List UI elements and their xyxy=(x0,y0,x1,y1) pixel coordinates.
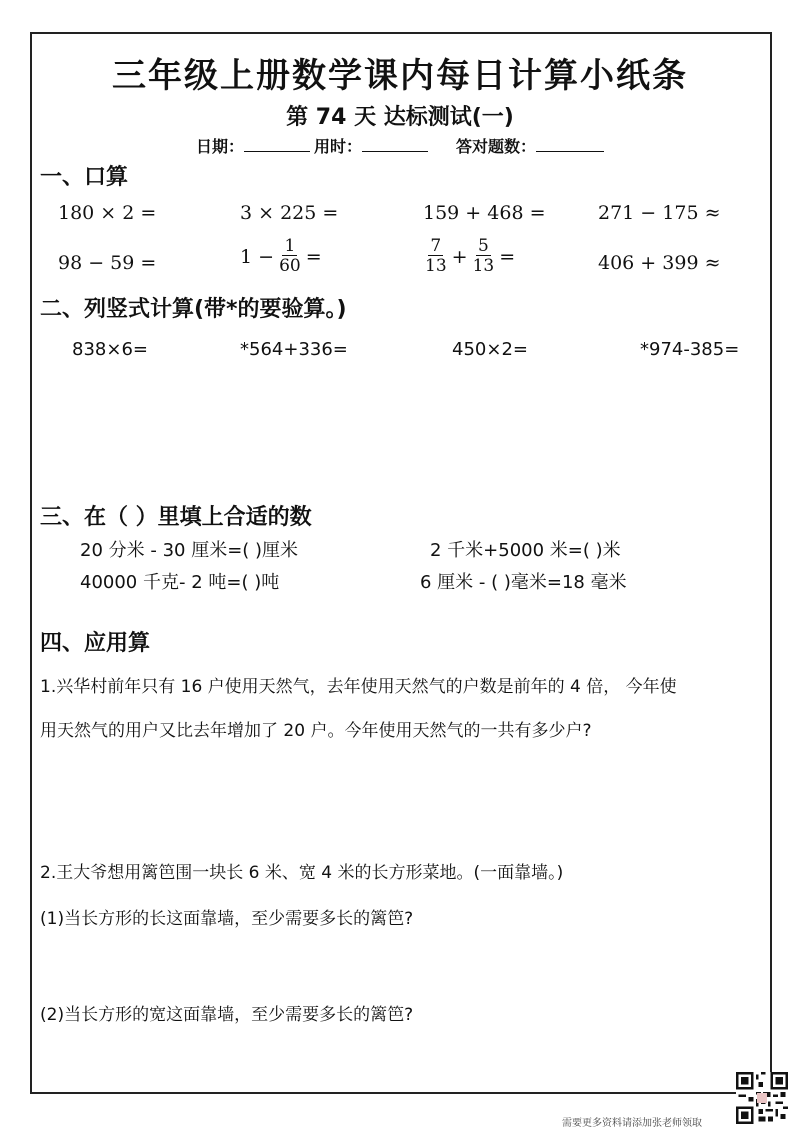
equals-sign: = xyxy=(499,245,516,268)
denominator: 13 xyxy=(425,256,447,276)
oral-item-fraction xyxy=(240,238,322,275)
oral-item: 98 − 59 = xyxy=(58,252,157,274)
fill-blank-item: 20 分米 - 30 厘米=( )厘米 xyxy=(80,540,299,561)
denominator: 60 xyxy=(279,256,301,276)
correct-count-field xyxy=(456,134,604,157)
vertical-calc-item: 450×2= xyxy=(452,339,528,360)
problem1-line2: 用天然气的用户又比去年增加了 20 户。今年使用天然气的一共有多少户? xyxy=(40,721,592,741)
date-blank[interactable] xyxy=(244,137,310,152)
correct-count-blank[interactable] xyxy=(536,137,604,152)
problem1-line1: 1.兴华村前年只有 16 户使用天然气，去年使用天然气的户数是前年的 4 倍， 今年使 xyxy=(40,677,677,697)
section4-heading: 四、应用算 xyxy=(40,631,151,656)
oral-item-fraction-sum xyxy=(423,238,515,275)
numerator: 1 xyxy=(284,236,296,256)
problem2-intro: 2.王大爷想用篱笆围一块长 6 米、宽 4 米的长方形菜地。(一面靠墙。) xyxy=(40,863,564,883)
vertical-calc-item: 838×6= xyxy=(72,339,148,360)
fill-blank-item: 6 厘米 - ( )毫米=18 毫米 xyxy=(420,572,627,593)
equals-sign: = xyxy=(305,245,322,268)
whole-part: 1 − xyxy=(240,245,275,268)
oral-item: 406 + 399 ≈ xyxy=(598,252,721,274)
section3-heading: 三、在（ ）里填上合适的数 xyxy=(40,505,312,530)
problem2-question2: (2)当长方形的宽这面靠墙，至少需要多长的篱笆? xyxy=(40,1005,414,1025)
fraction xyxy=(277,238,303,275)
time-field xyxy=(314,134,428,157)
plus-sign: + xyxy=(451,245,468,268)
oral-item: 3 × 225 = xyxy=(240,202,339,224)
footer-note: 需要更多资料请添加张老师领取 xyxy=(562,1118,702,1129)
section2-heading: 二、列竖式计算(带*的要验算。) xyxy=(40,297,347,322)
fill-blank-item: 2 千米+5000 米=( )米 xyxy=(430,540,621,561)
oral-item: 159 + 468 = xyxy=(423,202,546,224)
numerator: 5 xyxy=(477,236,489,256)
section1-heading: 一、口算 xyxy=(40,165,129,190)
problem2-question1: (1)当长方形的长这面靠墙，至少需要多长的篱笆? xyxy=(40,909,414,929)
fraction xyxy=(471,238,497,275)
date-field xyxy=(196,134,310,157)
denominator: 13 xyxy=(472,256,495,276)
page-subtitle: 第 74 天 达标测试(一) xyxy=(286,105,514,130)
page-border xyxy=(30,32,772,1094)
page-title: 三年级上册数学课内每日计算小纸条 xyxy=(112,56,688,96)
date-label: 日期： xyxy=(196,137,245,156)
oral-item: 180 × 2 = xyxy=(58,202,157,224)
correct-count-label: 答对题数： xyxy=(456,137,537,156)
vertical-calc-item: *974-385= xyxy=(640,339,740,360)
time-blank[interactable] xyxy=(362,137,428,152)
fraction xyxy=(423,238,449,275)
numerator: 7 xyxy=(430,236,442,256)
oral-item: 271 − 175 ≈ xyxy=(598,202,721,224)
time-label: 用时： xyxy=(314,137,363,156)
fill-blank-item: 40000 千克- 2 吨=( )吨 xyxy=(80,572,280,593)
qr-code-icon xyxy=(736,1072,788,1124)
vertical-calc-item: *564+336= xyxy=(240,339,348,360)
